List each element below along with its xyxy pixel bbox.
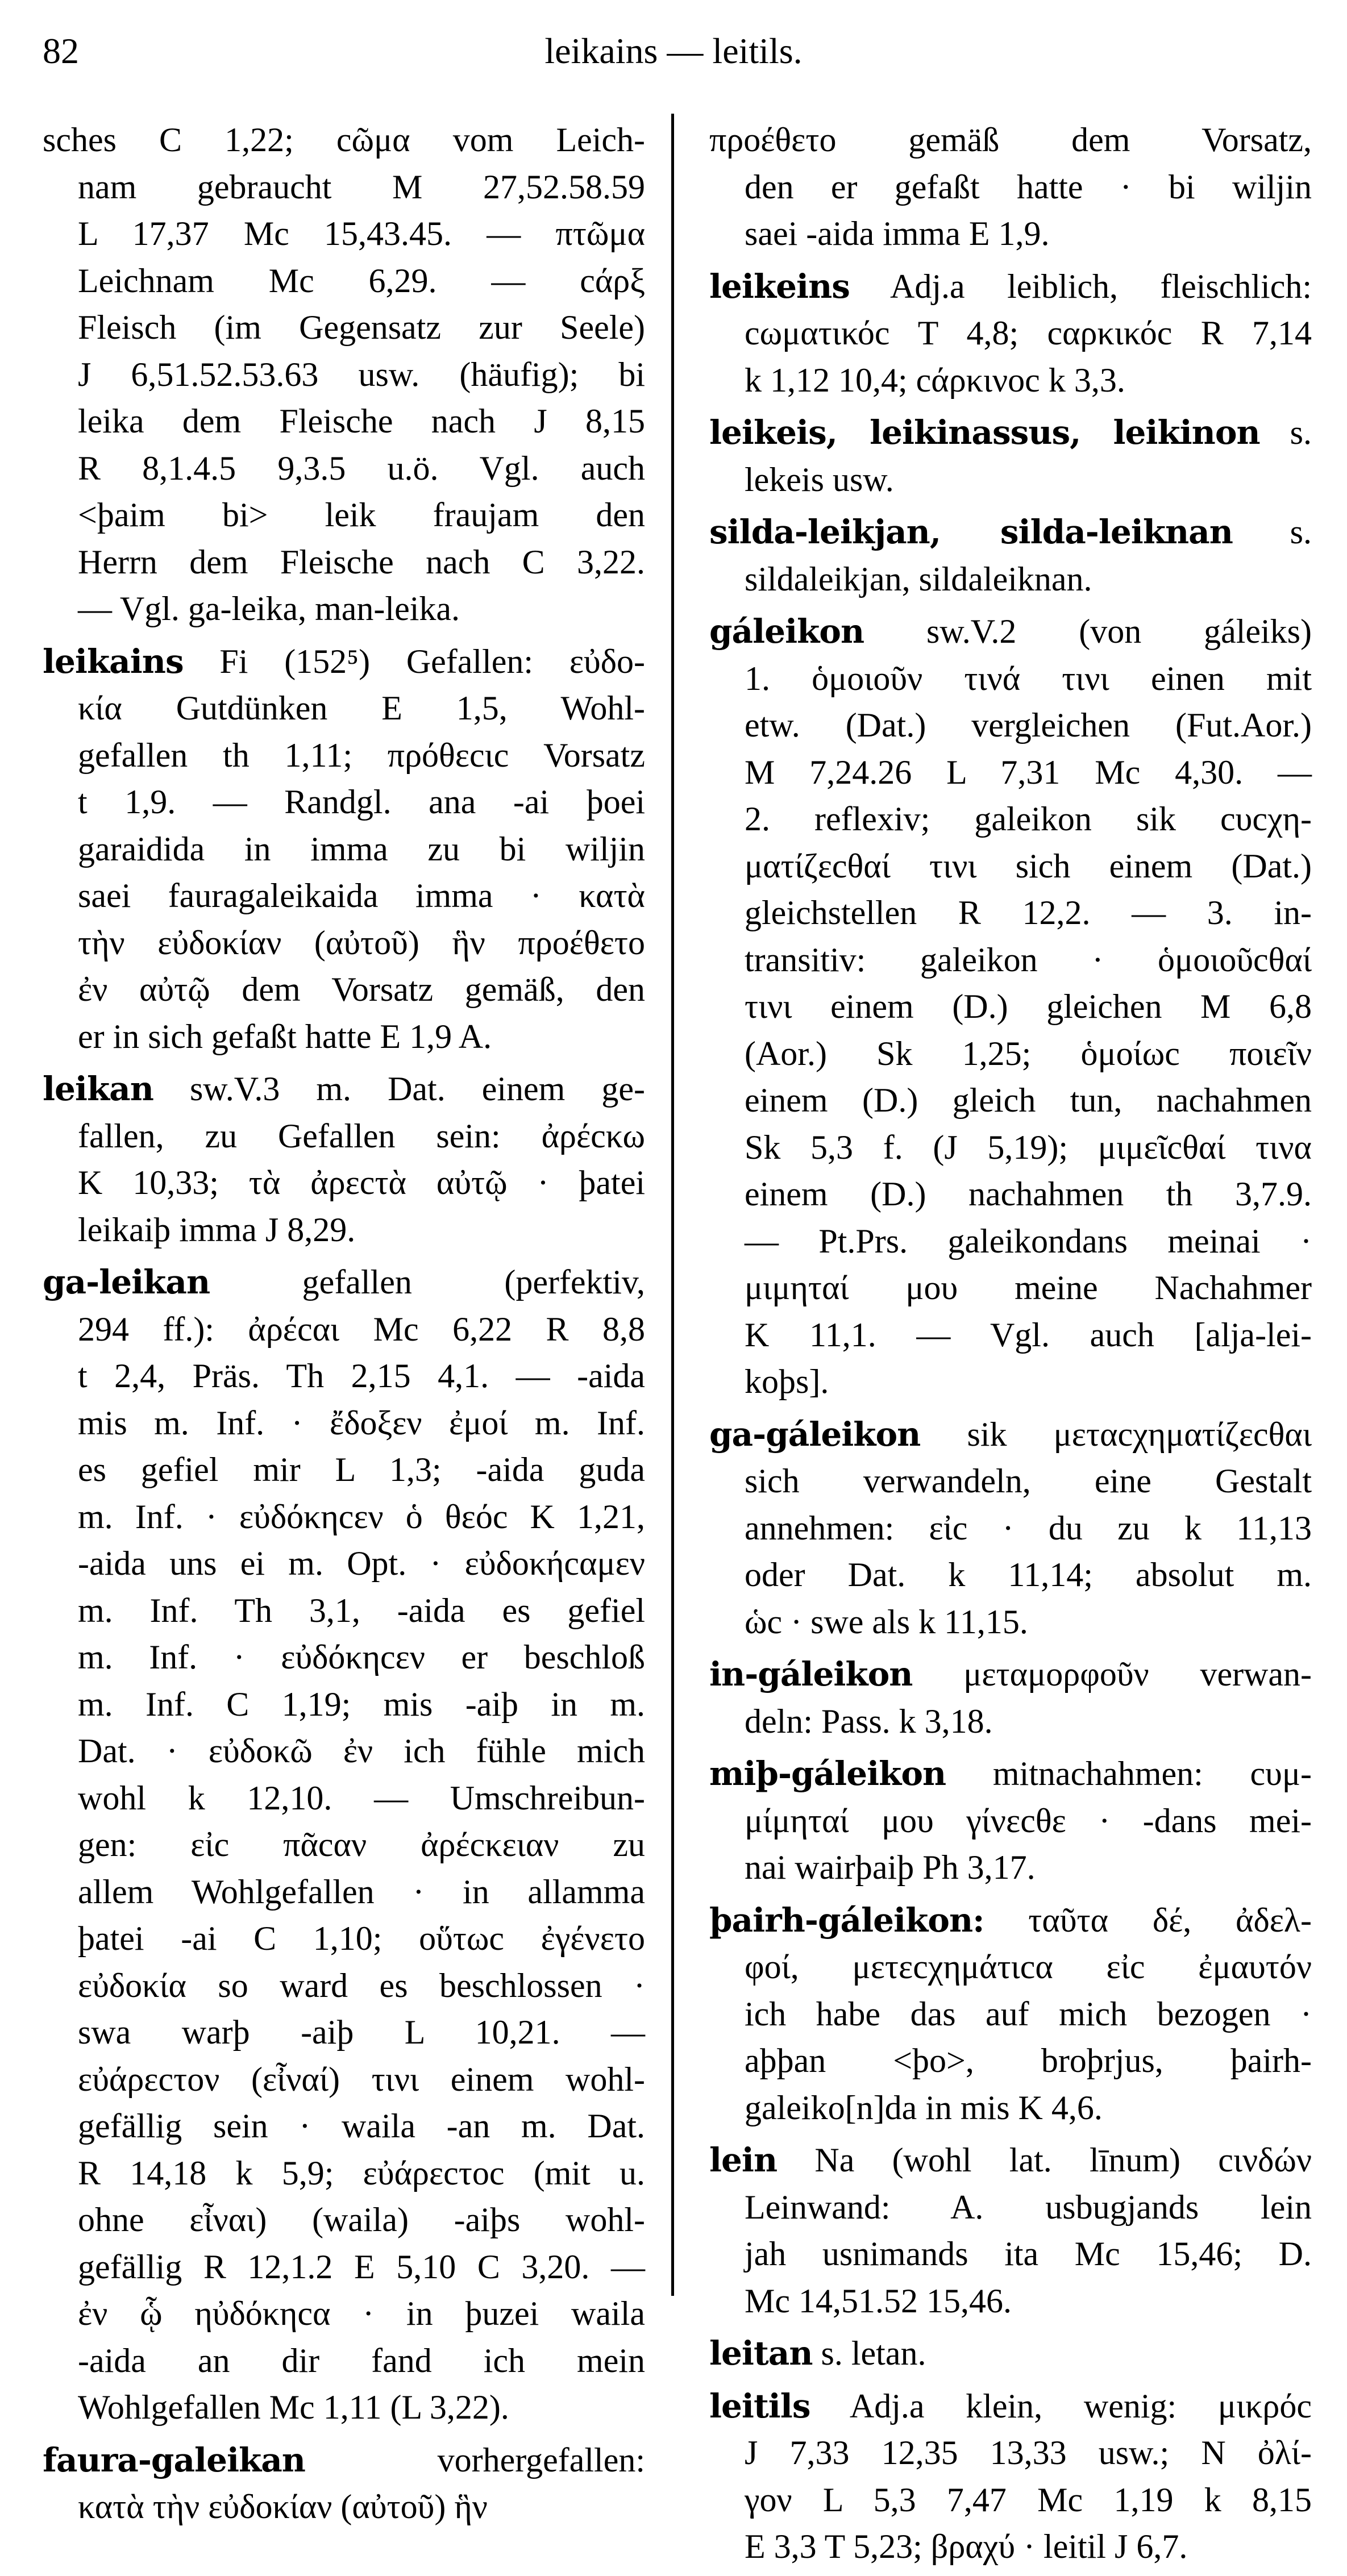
line-text: jah usnimands ita Mc 15,46; D. (745, 2235, 1312, 2273)
dictionary-entry (43, 638, 645, 1060)
headword: gáleikon (709, 612, 864, 651)
line-text: γον L 5,3 7,47 Mc 1,19 k 8,15 (745, 2481, 1312, 2519)
entry-line (709, 1171, 1312, 1218)
entry-line (709, 1844, 1312, 1891)
entry-line (43, 1446, 645, 1493)
dictionary-entry (709, 1651, 1312, 1745)
entry-line (43, 919, 645, 967)
entry-line (709, 1991, 1312, 2038)
entry-line (43, 638, 645, 685)
entry-line (709, 456, 1312, 503)
line-text: s. (1290, 414, 1312, 451)
entry-line (43, 2437, 645, 2484)
entry-line (43, 1259, 645, 1306)
line-text: μίμηταί μου γίνεcθε · -dans mei- (745, 1801, 1312, 1840)
line-text: k 1,12 10,4; cάρκινοc k 3,3. (745, 361, 1125, 399)
entry-line (43, 351, 645, 398)
entry-line (43, 210, 645, 257)
entry-line (43, 1634, 645, 1681)
entry-line (43, 2384, 645, 2431)
line-text: τινι einem (D.) gleichen M 6,8 (745, 988, 1312, 1025)
line-text: gen: εἰc πᾶcαν ἀρέcκειαν zu (78, 1826, 645, 1863)
line-text: aþþan <þo>, broþrjus, þairh- (745, 2042, 1312, 2079)
line-text: 2. reflexiv; galeikon sik cυcχη- (745, 800, 1312, 838)
entry-line (43, 1821, 645, 1868)
line-text: ohne εἶναι) (waila) -aiþs wohl- (78, 2201, 645, 2238)
column-divider (671, 114, 674, 2296)
entry-line (709, 843, 1312, 890)
line-text: sw.V.3 m. Dat. einem ge- (189, 1070, 645, 1108)
running-head: leikains — leitils. (544, 31, 803, 71)
dictionary-entry (709, 1411, 1312, 1646)
line-text: deln: Pass. k 3,18. (745, 1702, 993, 1740)
entry-line (709, 2330, 1312, 2377)
entry-line (43, 2290, 645, 2337)
entry-line (43, 2337, 645, 2384)
entry-line (709, 655, 1312, 702)
line-text: Leichnam Mc 6,29. — cάρξ (78, 261, 645, 299)
entry-line (43, 257, 645, 305)
line-text: -aida uns ei m. Opt. · εὐδοκήcαμεν (78, 1545, 645, 1582)
line-text: gefällig sein · waila -an m. Dat. (78, 2107, 645, 2145)
entry-line (709, 556, 1312, 603)
line-text: m. Inf. · εὐδόκηcεν ὁ θεόc K 1,21, (78, 1497, 645, 1535)
line-text: K 11,1. — Vgl. auch [alja-lei- (745, 1316, 1312, 1354)
entry-line (43, 1206, 645, 1254)
line-text: gefällig R 12,1.2 E 5,10 C 3,20. — (78, 2248, 645, 2286)
entry-line (709, 310, 1312, 357)
entry-line (709, 749, 1312, 796)
headword: leikan (43, 1069, 153, 1108)
line-text: gleichstellen R 12,2. — 3. in- (745, 894, 1312, 931)
line-text: vorhergefallen: (437, 2441, 645, 2479)
entry-line (709, 2184, 1312, 2231)
page-header (43, 23, 1293, 80)
line-text: einem (D.) gleich tun, nachahmen (745, 1081, 1312, 1119)
entry-line (43, 2196, 645, 2244)
entry-line (709, 983, 1312, 1030)
entry-line (709, 2037, 1312, 2084)
entry-line (709, 2137, 1312, 2184)
headword: ga-leikan (43, 1263, 210, 1301)
entry-line (43, 2150, 645, 2197)
line-text: ταῦτα δέ, ἀδελ- (1028, 1901, 1312, 1939)
entry-line (43, 445, 645, 492)
entry-line (43, 2483, 645, 2531)
entry-line (709, 937, 1312, 984)
entry-line (43, 1868, 645, 1916)
line-text: sildaleikjan, sildaleiknan. (745, 560, 1092, 598)
entry-line (43, 685, 645, 732)
entry-line (709, 1897, 1312, 1944)
line-text: sw.V.2 (von gáleiks) (926, 613, 1312, 650)
line-text: μεταμορφοῦν verwan- (963, 1655, 1312, 1693)
entry-line (709, 1312, 1312, 1359)
line-text: allem Wohlgefallen · in allamma (78, 1872, 645, 1911)
headword: leikains (43, 642, 184, 681)
headword: miþ-gáleikon (709, 1754, 946, 1793)
line-text: etw. (Dat.) vergleichen (Fut.Aor.) (745, 706, 1312, 744)
line-text: wohl k 12,10. — Umschreibun- (78, 1779, 645, 1817)
line-text: m. Inf. C 1,19; mis -aiþ in m. (78, 1685, 645, 1723)
entry-line (709, 2477, 1312, 2524)
entry-line (43, 1113, 645, 1160)
entry-line (43, 585, 645, 632)
line-text: R 14,18 k 5,9; εὐάρεcτοc (mit u. (78, 2154, 645, 2192)
line-text: koþs]. (745, 1363, 829, 1400)
headword: leikeins (709, 267, 850, 306)
entry-line (43, 1775, 645, 1822)
entry-line (43, 1306, 645, 1353)
line-text: oder Dat. k 11,14; absolut m. (745, 1556, 1312, 1593)
entry-line (709, 2278, 1312, 2325)
entry-line (709, 1458, 1312, 1505)
entry-line (709, 164, 1312, 211)
line-text: Adj.a leiblich, fleischlich: (890, 267, 1312, 305)
entry-line (43, 2244, 645, 2291)
line-text: J 6,51.52.53.63 usw. (häufig); bi (78, 355, 645, 393)
entry-line (709, 509, 1312, 556)
entry-line (43, 1962, 645, 2009)
line-text: garaidida in imma zu bi wiljin (78, 830, 645, 868)
line-text: L 17,37 Mc 15,43.45. — πτῶμα (78, 215, 645, 252)
headword: þairh-gáleikon: (709, 1900, 984, 1940)
line-text: m. Inf. Th 3,1, -aida es gefiel (78, 1591, 645, 1629)
entry-line (709, 702, 1312, 749)
entry-line (43, 966, 645, 1013)
line-text: es gefiel mir L 1,3; -aida guda (78, 1451, 645, 1488)
line-text: Fleisch (im Gegensatz zur Seele) (78, 309, 645, 346)
entry-line (43, 1066, 645, 1113)
entry-line (43, 1540, 645, 1587)
line-text: mitnachahmen: cυμ- (992, 1755, 1312, 1792)
line-text: lekeis usw. (745, 460, 894, 498)
headword: ga-gáleikon (709, 1414, 921, 1454)
entry-line (709, 1077, 1312, 1124)
dictionary-entry (43, 1259, 645, 2431)
entry-line (709, 2084, 1312, 2132)
line-text: sich verwandeln, eine Gestalt (745, 1462, 1312, 1500)
line-text: leika dem Fleische nach J 8,15 (78, 402, 645, 440)
entry-line (43, 164, 645, 211)
right-column (709, 116, 1312, 2576)
line-text: Adj.a klein, wenig: μικρόc (849, 2387, 1312, 2425)
line-text: cωματικόc T 4,8; cαρκικόc R 7,14 (745, 314, 1312, 352)
line-text: ὡc · swe als k 11,15. (745, 1603, 1028, 1641)
entry-line (43, 304, 645, 351)
dictionary-entry (43, 2437, 645, 2531)
entry-line (709, 1750, 1312, 1797)
entry-line (709, 409, 1312, 456)
line-text: nam gebraucht M 27,52.58.59 (78, 168, 645, 206)
headword: leikeis, leikinassus, leikinon (709, 413, 1260, 452)
entry-line (709, 116, 1312, 164)
line-text: <þaim bi> leik fraujam den (78, 496, 645, 534)
dictionary-entry (709, 263, 1312, 404)
entry-line (43, 732, 645, 779)
line-text: gefallen (perfektiv, (302, 1263, 646, 1301)
entry-line (709, 2383, 1312, 2430)
dictionary-entry (709, 2330, 1312, 2377)
line-text: ματίζεcθαί τινι sich einem (Dat.) (745, 847, 1312, 885)
line-text: transitiv: galeikon · ὁμοιοῦcθαί (745, 940, 1312, 979)
line-text: R 8,1.4.5 9,3.5 u.ö. Vgl. auch (78, 449, 645, 487)
entry-line (709, 1030, 1312, 1077)
line-text: saei -aida imma E 1,9. (745, 215, 1050, 252)
dictionary-entry (709, 509, 1312, 602)
entry-line (709, 1551, 1312, 1599)
entry-line (43, 1013, 645, 1060)
line-text: gefallen th 1,11; πρόθεcιc Vorsatz (78, 736, 645, 774)
entry-line (709, 1411, 1312, 1458)
left-column (43, 116, 645, 2536)
entry-line (709, 1797, 1312, 1845)
line-text: nai wairþaiþ Ph 3,17. (745, 1849, 1036, 1886)
line-text: t 2,4, Präs. Th 2,15 4,1. — -aida (78, 1357, 645, 1395)
line-text: einem (D.) nachahmen th 3,7.9. (745, 1175, 1312, 1213)
line-text: J 7,33 12,35 13,33 usw.; N ὀλί- (745, 2434, 1312, 2471)
headword: in-gáleikon (709, 1655, 913, 1693)
entry-line (709, 1358, 1312, 1405)
line-text: s. (1290, 513, 1312, 551)
line-text: 1. ὁμοιοῦν τινά τινι einen mit (745, 659, 1312, 697)
entry-line (709, 1505, 1312, 1552)
line-text: -aida an dir fand ich mein (78, 2341, 645, 2379)
entry-line (709, 1651, 1312, 1698)
dictionary-entry (709, 1897, 1312, 2132)
entry-line (43, 779, 645, 826)
entry-line (43, 826, 645, 873)
entry-continuation (709, 116, 1312, 257)
entry-line (43, 492, 645, 539)
line-text: τὴν εὐδοκίαν (αὐτοῦ) ἣν προέθετο (78, 923, 645, 962)
headword: silda-leikjan, silda-leiknan (709, 513, 1233, 551)
entry-line (709, 1264, 1312, 1312)
entry-line (709, 1218, 1312, 1265)
line-text: den er gefaßt hatte · bi wiljin (745, 168, 1312, 206)
line-text: swa warþ -aiþ L 10,21. — (78, 2013, 645, 2051)
line-text: φοί, μετεcχημάτιcα εἰc ἐμαυτόν (745, 1948, 1312, 1986)
line-text: M 7,24.26 L 7,31 Mc 4,30. — (745, 753, 1312, 791)
line-text: galeiko[n]da in mis K 4,6. (745, 2088, 1103, 2126)
line-text: Wohlgefallen Mc 1,11 (L 3,22). (78, 2388, 509, 2426)
line-text: εὐδοκία so ward es beschlossen · (78, 1966, 645, 2004)
line-text: κία Gutdünken E 1,5, Wohl- (78, 689, 645, 727)
dictionary-entry (709, 2137, 1312, 2324)
entry-line (43, 1915, 645, 1962)
headword: leitan (709, 2334, 813, 2373)
line-text: er in sich gefaßt hatte E 1,9 A. (78, 1017, 492, 1055)
headword: leitils (709, 2386, 810, 2425)
line-text: K 10,33; τὰ ἀρεcτὰ αὐτῷ · þatei (78, 1164, 645, 1201)
line-text: προέθετο gemäß dem Vorsatz, (709, 121, 1312, 159)
line-text: ich habe das auf mich bezogen · (745, 1995, 1312, 2033)
entry-line (43, 539, 645, 586)
entry-line (709, 2429, 1312, 2477)
entry-line (709, 608, 1312, 655)
line-text: 294 ff.): ἀρέcαι Mc 6,22 R 8,8 (78, 1310, 645, 1348)
entry-line (43, 1728, 645, 1775)
entry-line (709, 1698, 1312, 1745)
entry-line (43, 2103, 645, 2150)
entry-line (709, 263, 1312, 310)
line-text: sik μεταcχηματίζεcθαι (967, 1415, 1312, 1453)
line-text: m. Inf. · εὐδόκηcεν er beschloß (78, 1638, 645, 1676)
line-text: Na (wohl lat. līnum) cινδών (814, 2141, 1312, 2179)
entry-line (709, 2230, 1312, 2278)
entry-line (43, 872, 645, 919)
line-text: Fi (152⁵) Gefallen: εὐδο- (219, 642, 645, 680)
entry-line (43, 1681, 645, 1728)
dictionary-entry (709, 1750, 1312, 1891)
entry-line (709, 357, 1312, 404)
entry-line (709, 889, 1312, 937)
entry-line (43, 1400, 645, 1447)
line-text: annehmen: εἰc · du zu k 11,13 (745, 1509, 1312, 1547)
line-text: (Aor.) Sk 1,25; ὁμοίωc ποιεῖν (745, 1034, 1312, 1072)
line-text: ἐν ᾧ ηὐδόκηcα · in þuzei waila (78, 2295, 645, 2332)
line-text: saei fauragaleikaida imma · κατὰ (78, 877, 645, 914)
line-text: μιμηταί μου meine Nachahmer (745, 1269, 1312, 1306)
dictionary-entry (709, 2383, 1312, 2570)
headword: faura-galeikan (43, 2440, 305, 2479)
dictionary-entry (709, 608, 1312, 1405)
entry-line (709, 1944, 1312, 1991)
entry-continuation (43, 116, 645, 632)
line-text: Mc 14,51.52 15,46. (745, 2282, 1012, 2320)
line-text: Dat. · εὐδοκῶ ἐν ich fühle mich (78, 1732, 645, 1770)
line-text: Herrn dem Fleische nach C 3,22. (78, 543, 645, 581)
line-text: sches C 1,22; cῶμα vom Leich- (43, 121, 645, 159)
line-text: εὐάρεcτον (εἶναί) τινι einem wohl- (78, 2060, 645, 2098)
entry-line (43, 1159, 645, 1206)
entry-line (709, 2523, 1312, 2570)
line-text: mis m. Inf. · ἔδοξεν ἐμοί m. Inf. (78, 1404, 645, 1442)
line-text: t 1,9. — Randgl. ana -ai þoei (78, 783, 645, 821)
entry-line (709, 1599, 1312, 1646)
entry-line (43, 1493, 645, 1541)
dictionary-entry (709, 409, 1312, 503)
entry-line (43, 2009, 645, 2056)
line-text: s. letan. (821, 2334, 926, 2372)
entry-line (43, 116, 645, 164)
line-text: fallen, zu Gefallen sein: ἀρέcκω (78, 1117, 645, 1155)
line-text: κατὰ τὴν εὐδοκίαν (αὐτοῦ) ἣν (78, 2488, 488, 2525)
entry-line (709, 1124, 1312, 1171)
line-text: ἐν αὐτῷ dem Vorsatz gemäß, den (78, 971, 645, 1008)
line-text: leikaiþ imma J 8,29. (78, 1210, 356, 1249)
line-text: E 3,3 T 5,23; βραχύ · leitil J 6,7. (745, 2528, 1188, 2565)
line-text: — Vgl. ga-leika, man-leika. (78, 590, 460, 627)
line-text: þatei -ai C 1,10; οὕτωc ἐγένετο (78, 1920, 645, 1957)
page-number: 82 (43, 31, 79, 71)
entry-line (709, 210, 1312, 257)
entry-line (43, 1587, 645, 1634)
entry-line (709, 796, 1312, 843)
dictionary-entry (43, 1066, 645, 1253)
line-text: Leinwand: A. usbugjands lein (745, 2188, 1312, 2226)
line-text: Sk 5,3 f. (J 5,19); μιμεῖcθαί τινα (745, 1128, 1312, 1166)
headword: lein (709, 2141, 778, 2179)
entry-line (43, 398, 645, 445)
entry-line (43, 1352, 645, 1400)
line-text: — Pt.Prs. galeikondans meinai · (745, 1222, 1312, 1260)
entry-line (43, 2056, 645, 2103)
